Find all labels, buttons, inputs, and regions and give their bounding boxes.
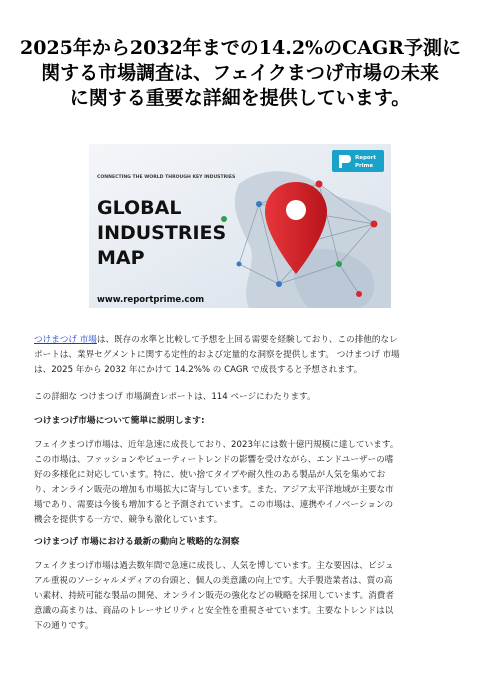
section-2-line: 意識の高まりは、商品のトレーサビリティと安全性を重視させています。主要なトレンドは以 xyxy=(34,606,394,616)
section-1-line: 好の多様化に対応しています。特に、使い捨てタイプや耐久性のある製品が人気を集めてお xyxy=(34,470,386,480)
section-1-paragraph xyxy=(34,438,444,528)
section-1-heading: つけまつげ市場について簡単に説明します: xyxy=(34,416,205,426)
page-title xyxy=(20,36,460,111)
global-industries-map-banner xyxy=(89,144,391,308)
banner-heading-line-2: INDUSTRIES xyxy=(97,222,227,244)
section-2-line: アル重視のソーシャルメディアの台頭と、個人の美意識の向上です。大手製造業者は、質の高 xyxy=(34,576,393,586)
section-2-paragraph xyxy=(34,559,444,634)
title-line-3: に関する重要な詳細を提供しています。 xyxy=(69,87,411,109)
banner-illustration xyxy=(89,144,391,308)
section-2-line: い素材、持続可能な製品の開発、オンライン販売の強化などの戦略を採用しています。消費者 xyxy=(34,591,394,601)
intro-paragraph xyxy=(34,333,444,378)
section-1-line: 場であり、需要は今後も増加すると予測されています。この市場は、連携やイノベーションの xyxy=(34,500,394,510)
banner-tagline: CONNECTING THE WORLD THROUGH KEY INDUSTRIES xyxy=(97,175,236,180)
banner-heading-line-3: MAP xyxy=(97,247,145,269)
section-1-line: り、オンライン販売の増加も市場拡大に寄与しています。また、アジア太平洋地域が主要な市 xyxy=(34,485,394,495)
section-2-line: 下の通りです。 xyxy=(34,621,94,631)
intro-line-3: は、2025 年から 2032 年にかけて 14.2%% の CAGR で成長すると予想されます。 xyxy=(34,365,363,375)
section-1-line: 機会を提供する一方で、競争も激化しています。 xyxy=(34,515,223,525)
section-2-heading: つけまつげ 市場における最新の動向と戦略的な洞察 xyxy=(34,537,240,547)
logo-word-report: Report xyxy=(355,155,377,161)
intro-line-1-rest: は、既存の水準と比較して予想を上回る需要を経験しており、この排他的なレ xyxy=(96,335,398,345)
intro-line-2: ポートは、業界セグメントに関する定性的および定量的な洞察を提供します。 つけまつげ 市場 xyxy=(34,350,400,360)
pages-note: この詳細な つけまつげ 市場調査レポートは、114 ページにわたります。 xyxy=(34,392,316,402)
market-link[interactable]: つけまつげ 市場 xyxy=(34,335,97,345)
title-line-2: 関する市場調査は、フェイクまつげ市場の未来 xyxy=(41,62,439,84)
title-line-1: 2025年から2032年までの14.2%のCAGR予測に xyxy=(20,37,461,59)
intro-line-1 xyxy=(34,333,444,348)
banner-heading-line-1: GLOBAL xyxy=(97,197,182,219)
section-1-line: フェイクまつげ市場は、近年急速に成長しており、2023年には数十億円規模に達しています。 xyxy=(34,440,399,450)
logo-word-prime: Prime xyxy=(355,163,374,169)
section-1-line: この市場は、ファッションやビューティートレンドの影響を受けながら、エンドユーザーの嗜 xyxy=(34,455,394,465)
section-2-line: フェイクまつげ市場は過去数年間で急速に成長し、人気を博しています。主な要因は、ビジュ xyxy=(34,561,394,571)
banner-website: www.reportprime.com xyxy=(97,295,205,305)
